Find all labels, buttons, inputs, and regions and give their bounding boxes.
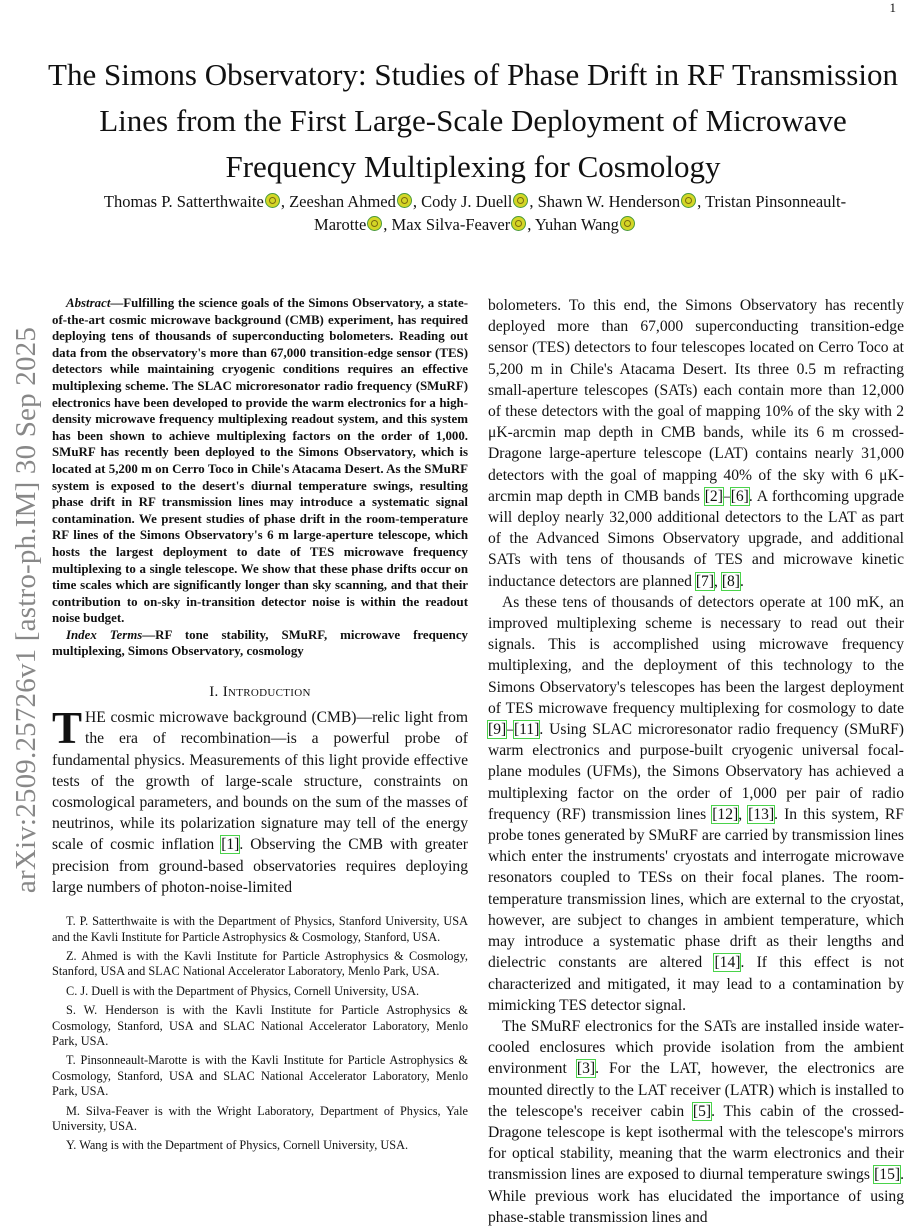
orcid-icon[interactable] xyxy=(513,193,528,208)
citation-link[interactable]: [6] xyxy=(730,487,749,505)
author-name[interactable]: Max Silva-Feaver xyxy=(391,215,511,234)
intro-text: . Observing the CMB with greater precision from ground-based observatories requires deploying large numbers of photon-noise-limited xyxy=(52,836,468,896)
drop-cap: T xyxy=(52,703,83,754)
orcid-icon[interactable] xyxy=(367,216,382,231)
abstract xyxy=(52,295,468,627)
intro-text: . For the LAT, however, the electronics are mounted directly to the LAT receiver (LATR) which is installed to the telescope's receiver cabin xyxy=(488,1060,904,1120)
page-number: 1 xyxy=(889,0,896,15)
intro-text: – xyxy=(506,721,514,739)
footnote: M. Silva-Feaver is with the Wright Laboratory, Department of Physics, Yale University, USA. xyxy=(52,1103,468,1133)
intro-text: As these tens of thousands of detectors operate at 100 mK, an improved multiplexing scheme is necessary to read out their signals. This is accomplished using microwave frequency multiplexing, and the deployment of this technology to the Simons Observatory's telescopes has been the largest deployment of TES microwave frequency multiplexing for cosmology to date xyxy=(488,593,904,717)
author-name[interactable]: Cody J. Duell xyxy=(421,192,513,211)
intro-text: , xyxy=(714,572,722,590)
citation-link[interactable]: [8] xyxy=(721,572,740,590)
author-name[interactable]: Zeeshan Ahmed xyxy=(289,192,396,211)
intro-paragraph-2 xyxy=(488,592,904,1016)
intro-text: . A forthcoming upgrade will deploy nearly 32,000 additional detectors to the LAT as part of the Advanced Simons Observatory upgrade, and additional SATs with tens of thousands of TES and microwave kinetic inductance detectors are planned xyxy=(488,487,904,590)
section-title: Introduction xyxy=(222,684,311,701)
footnote: Y. Wang is with the Department of Physics, Cornell University, USA. xyxy=(66,1138,409,1153)
footnote: T. Pinsonneault-Marotte is with the Kavli Institute for Particle Astrophysics & Cosmology, Stanford, USA and SLAC National Accelerator Laboratory, Menlo Park, USA. xyxy=(52,1053,468,1099)
citation-link[interactable]: [11] xyxy=(513,721,540,739)
citation-link[interactable]: [5] xyxy=(692,1102,712,1120)
abstract-label: Abstract xyxy=(66,296,111,310)
intro-text: . In this system, RF probe tones generated by SMuRF are carried by transmission lines which enter the instruments' cryostats and interrogate microwave resonators coupled to TESs on their focal planes. The room-temperature transmission lines, which are external to the cryostat, however, are subject to changes in ambient temperature, which may introduce a systematic phase drift as their lengths and dielectric constants are altered xyxy=(488,805,904,972)
intro-text: . Using SLAC microresonator radio frequency (SMuRF) warm electronics and purpose-built cryogenic universal focal-plane modules (UFMs), the Simons Observatory has achieved a multiplexing factor on the order of 1,000 per pair of radio frequency (RF) transmission lines xyxy=(488,721,904,823)
citation-link[interactable]: [9] xyxy=(488,721,507,739)
citation-link[interactable]: [12] xyxy=(712,805,739,823)
intro-text: The SMuRF electronics for the SATs are installed inside water-cooled enclosures which provide isolation from the ambient environment xyxy=(488,1017,904,1078)
orcid-icon[interactable] xyxy=(681,193,696,208)
intro-text: . If this effect is not characterized and mitigated, it may lead to a contamination by mimicking TES detector signal. xyxy=(488,954,904,1014)
citation-link[interactable]: [15] xyxy=(874,1166,901,1184)
author-list: Thomas P. Satterthwaite , Zeeshan Ahmed , Cody J. Duell , Shawn W. Henderson , Tristan Pinsonneault-Marotte , Max Silva-Feaver , Yuhan Wang xyxy=(103,192,847,234)
index-terms-label: Index Terms xyxy=(66,627,143,642)
footnote: S. W. Henderson is with the Kavli Institute for Particle Astrophysics & Cosmology, Stanford, USA and SLAC National Accelerator Laboratory, Menlo Park, USA. xyxy=(52,1003,468,1048)
section-numeral: I. xyxy=(209,684,219,701)
left-column xyxy=(52,295,468,1158)
right-column xyxy=(488,295,904,1228)
citation-link[interactable]: [3] xyxy=(576,1060,596,1078)
paper-title: The Simons Observatory: Studies of Phase Drift in RF Transmission Lines from the First Large-Scale Deployment of Microwave Frequency Multiplexing for Cosmology xyxy=(48,57,898,184)
intro-text: – xyxy=(722,487,731,505)
intro-first-word: HE xyxy=(85,709,106,727)
orcid-icon[interactable] xyxy=(265,193,280,208)
index-terms xyxy=(52,627,468,660)
intro-text: . This cabin of the crossed-Dragone telescope is kept isothermal with the telescope's mirrors for optical stability, meaning that the warm electronics and their transmission lines are exposed to diurnal temperature swings xyxy=(488,1102,904,1184)
abstract-text: —Fulfilling the science goals of the Simons Observatory, a state-of-the-art cosmic microwave background (CMB) experiment, has required deploying tens of thousands of superconducting bolometers. Reading out data from the observatory's more than 67,000 transition-edge sensor (TES) detectors while maintaining cryogenic conditions requires an effective multiplexing scheme. The SLAC microresonator radio frequency (SMuRF) electronics have been developed to provide the warm electronics for a high-density microwave frequency multiplexing readout system, and this system has been shown to achieve multiplexing factors on the order of 1,000. SMuRF has recently been deployed to the Simons Observatory, which is located at 5,200 m on Cerro Toco in Chile's Atacama Desert. As the SMuRF system is exposed to the desert's diurnal temperature swings, resulting phase drift in RF transmission lines may introduce a systematic signal contamination. We present studies of phase drift in the room-temperature RF lines of the Simons Observatory's 6 m large-aperture telescope, which hosts the largest deployment to date of TES microwave frequency multiplexing to a single telescope. We show that these phase drifts occur on time scales which are significantly longer than sky scanning, and that their contribution to on-sky in-transition detector noise is within the readout noise budget. xyxy=(52,296,468,626)
orcid-icon[interactable] xyxy=(620,216,635,231)
footnote: C. J. Duell is with the Department of Physics, Cornell University, USA. xyxy=(66,983,420,998)
footnote: T. P. Satterthwaite is with the Department of Physics, Stanford University, USA and the Kavli Institute for Particle Astrophysics & Cosmology, Stanford, USA. xyxy=(52,914,468,944)
intro-text: cosmic microwave background (CMB)—relic light from the era of recombination—is a powerful probe of fundamental physics. Measurements of this light provide effective tests of the growth of large-scale structure, constraints on cosmological parameters, and bounds on the sum of the masses of neutrinos, while its polarization signature may tell of the energy scale of cosmic inflation xyxy=(52,709,468,854)
author-name[interactable]: Shawn W. Henderson xyxy=(537,192,681,211)
index-terms-text: —RF tone stability, SMuRF, microwave frequency multiplexing, Simons Observatory, cosmology xyxy=(52,627,468,659)
intro-paragraph-1-continued xyxy=(488,295,904,592)
author-name[interactable]: Thomas P. Satterthwaite xyxy=(103,192,264,211)
intro-text: bolometers. To this end, the Simons Observatory has recently deployed more than 67,000 superconducting transition-edge sensor (TES) detectors to four telescopes located on Cerro Toco at 5,200 m in Chile's Atacama Desert. Its three 0.5 m refracting small-aperture telescopes (SATs) each contain more than 12,000 of these detectors with the goal of mapping 10% of the sky with 2 μK-arcmin map depth in CMB bands, while its 6 m crossed-Dragone large-aperture telescope (LAT) contains nearly 31,000 detectors with the goal of mapping 40% of the sky with 6 μK-arcmin map depth in CMB bands xyxy=(488,297,904,505)
author-name[interactable]: Tristan Pinsonneault-Marotte xyxy=(314,192,847,234)
intro-paragraph-3 xyxy=(488,1016,904,1228)
intro-text: , xyxy=(738,805,749,823)
citation-link[interactable]: [13] xyxy=(748,805,775,823)
author-name[interactable]: Yuhan Wang xyxy=(534,215,619,234)
citation-link[interactable]: [14] xyxy=(714,954,741,972)
citation-link[interactable]: [1] xyxy=(221,836,240,854)
orcid-icon[interactable] xyxy=(511,216,526,231)
footnotes xyxy=(52,914,468,1154)
arxiv-stamp: arXiv:2509.25726v1 [astro-ph.IM] 30 Sep 2025 xyxy=(10,326,42,894)
section-heading xyxy=(52,682,468,703)
intro-paragraph-1 xyxy=(52,703,468,898)
intro-text: . xyxy=(740,572,744,590)
intro-text: . While previous work has elucidated the importance of using phase-stable transmission lines and xyxy=(488,1166,904,1226)
footnote: Z. Ahmed is with the Kavli Institute for Particle Astrophysics & Cosmology, Stanford, USA and SLAC National Accelerator Laboratory, Menlo Park, USA. xyxy=(52,948,468,979)
orcid-icon[interactable] xyxy=(397,193,412,208)
citation-link[interactable]: [7] xyxy=(695,572,715,590)
citation-link[interactable]: [2] xyxy=(704,487,723,505)
